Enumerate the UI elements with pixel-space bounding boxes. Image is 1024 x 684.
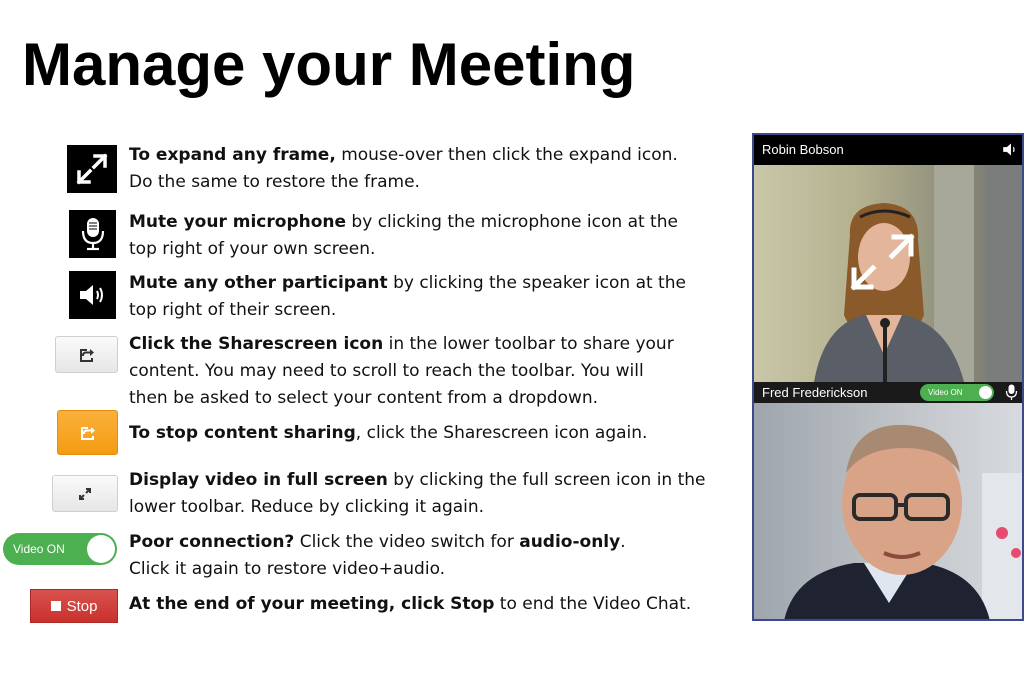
- instruction-line: [129, 420, 739, 447]
- video-toggle-label: Video ON: [13, 542, 65, 556]
- video-toggle[interactable]: [3, 533, 117, 565]
- instruction-bold-text: To expand any frame,: [129, 145, 336, 165]
- microphone-icon[interactable]: [1005, 383, 1018, 402]
- instruction-plain-text: Do the same to restore the frame.: [129, 172, 420, 192]
- instruction-line: [129, 591, 739, 618]
- instruction-plain-text: .: [620, 532, 626, 552]
- instruction-text: [129, 591, 739, 618]
- stop-button[interactable]: [30, 589, 118, 623]
- instruction-line: [129, 358, 739, 385]
- microphone-icon[interactable]: [69, 210, 116, 258]
- instruction-text: [129, 529, 739, 583]
- instruction-bold-text: At the end of your meeting, click Stop: [129, 594, 495, 614]
- speaker-icon[interactable]: [69, 271, 116, 319]
- instruction-line: [129, 142, 739, 169]
- instruction-line: [129, 236, 739, 263]
- instruction-plain-text: by clicking the speaker icon at the: [387, 273, 686, 293]
- video-toggle[interactable]: [920, 384, 994, 401]
- participant2-name: Fred Frederickson: [762, 385, 868, 400]
- instruction-plain-text: lower toolbar. Reduce by clicking it again.: [129, 497, 485, 517]
- instruction-text: [129, 270, 739, 324]
- video-panel: [752, 133, 1024, 621]
- stop-square-icon: [51, 601, 61, 611]
- instruction-plain-text: Click the video switch for: [294, 532, 520, 552]
- instruction-line: [129, 494, 739, 521]
- instruction-plain-text: to end the Video Chat.: [494, 594, 692, 614]
- instruction-bold-text: Display video in full screen: [129, 470, 388, 490]
- instruction-text: [129, 331, 739, 412]
- instruction-text: [129, 467, 739, 521]
- participant2-video: [754, 403, 1022, 621]
- instruction-bold-text: audio-only: [519, 532, 621, 552]
- expand-icon[interactable]: [67, 145, 117, 193]
- instruction-line: [129, 385, 739, 412]
- instruction-plain-text: by clicking the full screen icon in the: [387, 470, 706, 490]
- instruction-text: [129, 142, 739, 196]
- instruction-line: [129, 467, 739, 494]
- instruction-line: [129, 169, 739, 196]
- instruction-bold-text: Mute your microphone: [129, 212, 347, 232]
- instruction-bold-text: Poor connection?: [129, 532, 295, 552]
- page-title: Manage your Meeting: [22, 31, 636, 98]
- instruction-plain-text: mouse-over then click the expand icon.: [335, 145, 678, 165]
- participant2-header: [754, 382, 1022, 403]
- instruction-plain-text: , click the Sharescreen icon again.: [355, 423, 648, 443]
- toggle-knob: [87, 535, 115, 563]
- instruction-bold-text: Click the Sharescreen icon: [129, 334, 384, 354]
- instruction-line: [129, 270, 739, 297]
- instruction-plain-text: then be asked to select your content from a dropdown.: [129, 388, 599, 408]
- instruction-text: [129, 209, 739, 263]
- instruction-text: [129, 420, 739, 447]
- participant1-video: [754, 165, 1022, 382]
- instruction-line: [129, 556, 739, 583]
- instruction-bold-text: To stop content sharing: [129, 423, 356, 443]
- instruction-plain-text: top right of your own screen.: [129, 239, 376, 259]
- fullscreen-icon[interactable]: [52, 475, 118, 512]
- instruction-plain-text: in the lower toolbar to share your: [383, 334, 674, 354]
- toggle-knob: [979, 386, 992, 399]
- instruction-plain-text: by clicking the microphone icon at the: [346, 212, 678, 232]
- instruction-plain-text: top right of their screen.: [129, 300, 337, 320]
- instruction-bold-text: Mute any other participant: [129, 273, 388, 293]
- instruction-plain-text: Click it again to restore video+audio.: [129, 559, 446, 579]
- instruction-plain-text: content. You may need to scroll to reach the toolbar. You will: [129, 361, 644, 381]
- participant1-name: Robin Bobson: [762, 142, 844, 157]
- sharescreen-icon[interactable]: [55, 336, 118, 373]
- participant1-header: [754, 135, 1022, 165]
- video-toggle-label: Video ON: [928, 388, 963, 397]
- instruction-line: [129, 331, 739, 358]
- instruction-line: [129, 297, 739, 324]
- speaker-icon[interactable]: [1002, 141, 1020, 158]
- instruction-line: [129, 209, 739, 236]
- stop-button-label: Stop: [66, 597, 98, 615]
- sharescreen-active-icon[interactable]: [57, 410, 118, 455]
- instruction-line: [129, 529, 739, 556]
